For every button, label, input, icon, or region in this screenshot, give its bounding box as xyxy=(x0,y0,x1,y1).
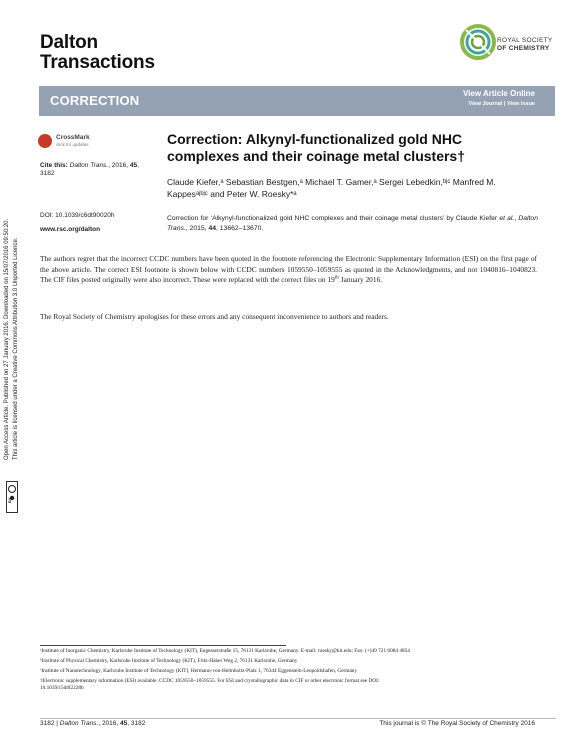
article-type-label: CORRECTION xyxy=(50,93,140,108)
article-title: Correction: Alkynyl-functionalized gold NHC complexes and their coinage metal clusters† xyxy=(167,131,466,164)
view-journal-link[interactable]: View Journal xyxy=(468,101,503,107)
cite-this: Cite this: Dalton Trans., 2016, 45, 3182 xyxy=(40,162,139,177)
footnote-esi: †Electronic supplementary information (ESI) available. CCDC 1059550–1059555. For ESI and crystallographic data in CIF or other electronic format see DOI: 10.1039/c5dt02228b xyxy=(40,678,380,691)
footer-divider xyxy=(40,718,556,719)
footer-citation: 3182 | Dalton Trans., 2016, 45, 3182 xyxy=(40,720,146,727)
licence-notice[interactable]: This article is licensed under a Creative Commons Attribution 3.0 Unported Licence. xyxy=(13,237,19,460)
view-issue-link[interactable]: View Issue xyxy=(506,101,535,107)
journal-website-link[interactable]: www.rsc.org/dalton xyxy=(40,226,101,233)
crossmark-title[interactable]: CrossMark xyxy=(56,134,90,141)
cc-by-label: BY xyxy=(7,497,12,503)
author-list: Claude Kiefer,ᵃ Sebastian Bestgen,ᵃ Michael T. Gamer,ᵃ Sergei Lebedkin,ᵇʲᶜ Manfred M. Kappesᵃʲᵇʲᶜ and Peter W. Roesky*ᵃ xyxy=(167,177,496,199)
body-paragraph-2: The Royal Society of Chemistry apologises for these errors and any consequent inconvenience to authors and readers. xyxy=(40,312,389,321)
crossmark-icon[interactable] xyxy=(38,134,52,148)
crossmark-subtitle[interactable]: click for updates xyxy=(56,142,89,147)
footnote-rule xyxy=(40,645,286,646)
correction-abstract: Correction for ‘Alkynyl-functionalized gold NHC complexes and their coinage metal clusters’ by Claude Kiefer et al., Dalton Trans., 2015, 44, 13662–13670. xyxy=(167,215,538,232)
body-paragraph-1: The authors regret that the incorrect CCDC numbers have been quoted in the footnote referencing the Electronic Supplementary Information (ESI) on the first page of the above article. The correct ESI footnote is shown below with CCDC numbers 1059550–1059555 as quoted in the Acknowledgments, and not 1040816–1040823. The CIF files posted originally were also incorrect. These were replaced with the correct files on 19th January 2016. xyxy=(40,254,537,284)
open-access-notice: Open Access Article. Published on 27 January 2016. Downloaded on 15/07/2016 09:50:20. xyxy=(4,218,10,460)
view-article-online-link[interactable]: View Article Online xyxy=(462,89,535,98)
footer-copyright: This journal is © The Royal Society of Chemistry 2016 xyxy=(379,720,535,727)
footnote-affiliation-b: ᵇInstitute of Physical Chemistry, Karlsruhe Institute of Technology (KIT), Fritz-Haber Weg 2, 76131 Karlsruhe, Germany xyxy=(40,658,298,664)
doi: DOI: 10.1039/c6dt90020h xyxy=(40,212,115,219)
footnote-affiliation-a: ᵃInstitute of Inorganic Chemistry, Karlsruhe Institute of Technology (KIT), Engesserstraße 15, 76131 Karlsruhe, Germany. E-mail: roesky@kit.edu; Fax: (+)49 721 6084 4854 xyxy=(40,648,410,654)
footnote-affiliation-c: ᶜInstitute of Nanotechnology, Karlsruhe Institute of Technology (KIT), Hermann-von-Helmholtz-Platz 1, 76344 Eggenstein-Leopoldshafen, Germany xyxy=(40,668,358,674)
rsc-logo-text: ROYAL SOCIETY OF CHEMISTRY xyxy=(497,37,553,52)
view-links: View Journal | View Issue xyxy=(468,101,535,107)
journal-title: Dalton Transactions xyxy=(40,32,155,73)
